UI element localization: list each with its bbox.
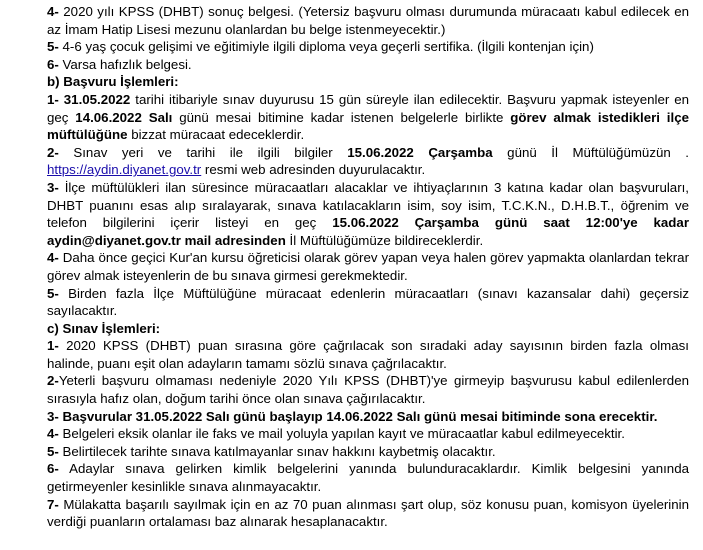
basvuru-item-4 — [47, 249, 689, 284]
item-text: İlçe müftülükleri ilan süresince müracaatları alacaklar ve ihtiyaçlarının 3 katına kadar olan başvuruları, DHBT puanını esas alıp sıralayarak, sınava katılacakların isim, soy isim, T.C.K.N., D.H.B.T., öğrenim ve telefon bilgilerini içerir listeyi en geç — [47, 179, 690, 231]
item-text: İl Müftülüğümüze bildireceklerdir. — [285, 232, 484, 248]
item-text: günü mesai bitimine kadar istenen belgelerle birlikte — [172, 109, 511, 125]
basvuru-item-3 — [47, 179, 689, 249]
basvuru-item-1 — [47, 91, 689, 144]
item-text: Birden fazla İlçe Müftülüğüne müracaat edenlerin müracaatları (sınavı kazansalar dahi) geçersiz sayılacaktır. — [47, 285, 689, 319]
item-text: Adaylar sınava gelirken kimlik belgelerini yanında bulunduracaklardır. Kimlik belgesini yanında getirmeyenler kesinlikle sınava alınmayacaktır. — [47, 461, 689, 495]
item-number: 4- — [47, 4, 59, 19]
item-number: 1- — [47, 91, 59, 107]
sinav-item-7 — [47, 496, 689, 531]
item-text: Yeterli başvuru olmaması nedeniyle 2020 Yılı KPSS (DHBT)'ye girmeyip başvurusu kabul edilenlerden sırasıyla hafız olan, doğum tarihi önce olan sınava çağırılacaktır. — [47, 373, 689, 407]
item-text: tarihi itibariyle sınav duyurusu 15 gün süreyle ilan edilecektir. Başvuru yapmak isteyenler en geç — [47, 91, 690, 125]
sinav-item-3: 3- Başvurular 31.05.2022 Salı günü başlayıp 14.06.2022 Salı günü mesai bitiminde sona erecektir. — [47, 408, 658, 424]
emphasis-text: görev almak istedikleri ilçe müftülüğüne — [47, 109, 689, 143]
item-number: 1- — [47, 338, 59, 354]
item-number: 5- — [47, 443, 59, 459]
item-text: 2020 KPSS (DHBT) puan sırasına göre çağrılacak son sıradaki aday sayısının birden fazla olması halinde, puanı eşit olan adayların tamamı sözlü sınava çağrılacaktır. — [47, 338, 689, 371]
item-text: Daha önce geçici Kur'an kursu öğreticisi olarak görev yapan veya halen görev yapmakta olanlardan tekrar görev almak isteyenlerin de bu sınava girmesi gerekmektedir. — [47, 250, 689, 283]
item-text: 4-6 yaş çocuk gelişimi ve eğitimiyle ilgili diploma veya geçerli sertifika. (İlgili kontenjan için) — [62, 39, 594, 55]
sinav-item-2 — [47, 372, 689, 407]
item-text: Varsa hafızlık belgesi. — [62, 56, 192, 72]
requirement-item-5 — [47, 38, 689, 56]
item-number: 4- — [47, 426, 59, 442]
item-number: 6- — [47, 56, 59, 72]
sinav-item-4 — [47, 425, 689, 443]
basvuru-item-5 — [47, 285, 689, 320]
basvuru-item-2 — [47, 144, 689, 179]
sinav-item-1 — [47, 337, 689, 372]
deadline-text: 15.06.2022 Çarşamba günü saat 12:00'ye kadar aydin@diyanet.gov.tr mail adresinden — [47, 215, 690, 248]
diyanet-website-link[interactable]: https://aydin.diyanet.gov.tr — [47, 162, 202, 178]
item-number: 4- — [47, 250, 59, 266]
item-number: 6- — [47, 461, 59, 477]
date-text: 15.06.2022 Çarşamba — [347, 144, 493, 160]
section-heading-sinav: c) Sınav İşlemleri: — [47, 320, 161, 336]
item-number: 3- — [47, 179, 59, 195]
item-text: Belirtilecek tarihte sınava katılmayanlar sınav hakkını kaybetmiş olacaktır. — [62, 443, 496, 459]
requirement-item-4 — [47, 3, 689, 38]
item-number: 2- — [47, 373, 59, 389]
item-text: 2020 yılı KPSS (DHBT) sonuç belgesi. (Yetersiz başvuru olması durumunda müracaatı kabul edilecek en az İmam Hatip Lisesi mezunu olanlardan bu belge istenmeyecektir.) — [47, 4, 689, 37]
item-text: Mülakatta başarılı sayılmak için en az 70 puan alınması şart olup, söz konusu puan, komisyon üyelerinin verdiği puanların ortalaması baz alınarak hesaplanacaktır. — [47, 496, 689, 530]
item-text: bizzat müracaat edeceklerdir. — [127, 127, 305, 143]
item-number: 5- — [47, 39, 59, 55]
item-number: 2- — [47, 144, 59, 160]
item-text: resmi web adresinden duyurulacaktır. — [201, 162, 426, 178]
requirement-item-6 — [47, 56, 689, 74]
item-number: 7- — [47, 496, 59, 512]
item-text: Belgeleri eksik olanlar ile faks ve mail yoluyla yapılan kayıt ve müracaatlar kabul edilmeyecektir. — [62, 426, 625, 442]
deadline-text: 14.06.2022 Salı — [75, 109, 173, 125]
item-number: 5- — [47, 285, 59, 301]
item-text: Sınav yeri ve tarihi ile ilgili bilgiler — [73, 144, 348, 160]
sinav-item-5 — [47, 443, 689, 461]
section-heading-basvuru: b) Başvuru İşlemleri: — [47, 74, 179, 90]
item-text: günü İl Müftülüğümüzün . — [492, 144, 689, 160]
sinav-item-6 — [47, 460, 689, 495]
date-text: 31.05.2022 — [63, 91, 131, 107]
